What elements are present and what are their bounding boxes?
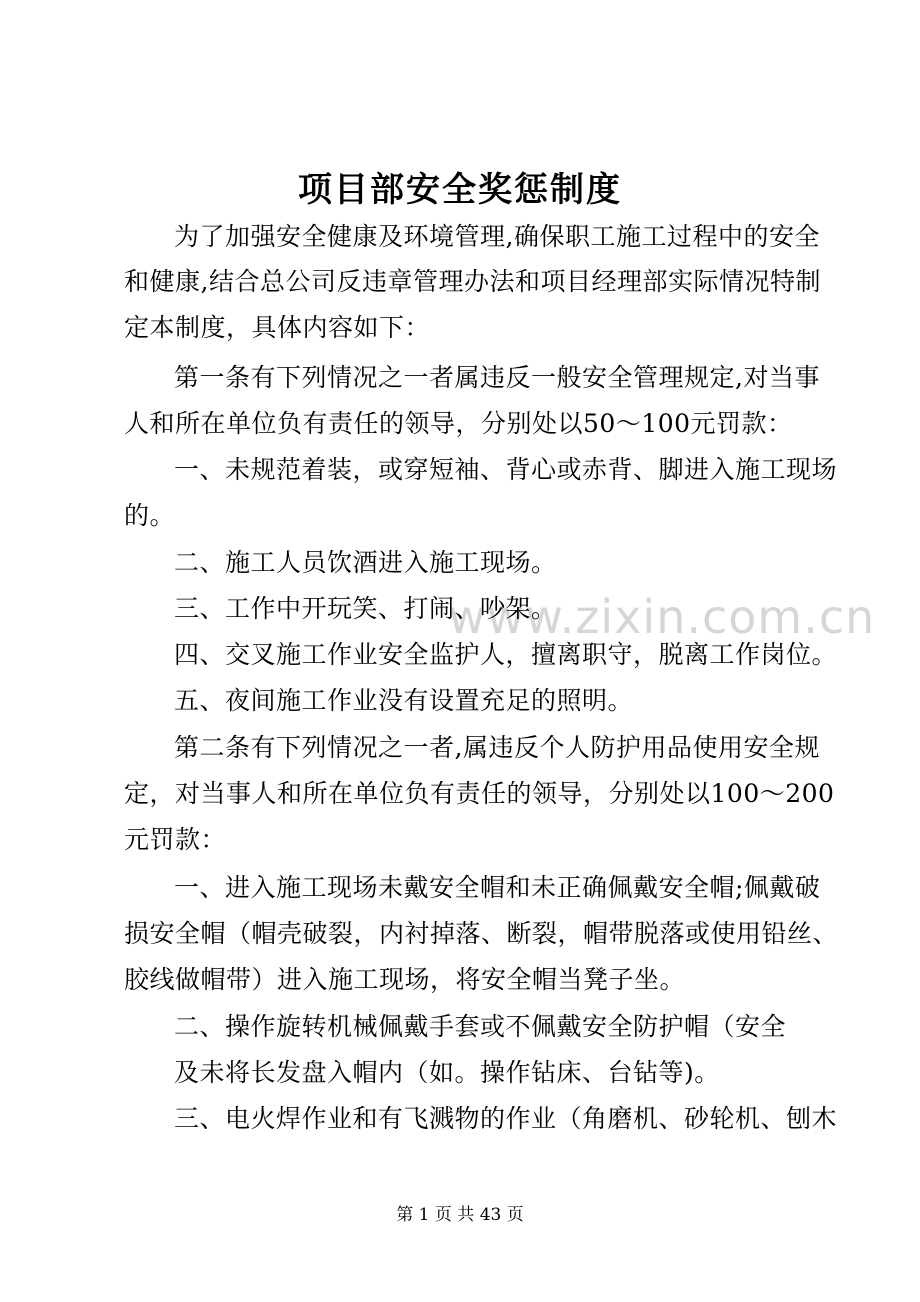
paragraph-line: 定本制度，具体内容如下： (124, 313, 431, 342)
paragraph-line: 二、施工人员饮酒进入施工现场。 (174, 548, 557, 577)
paragraph-line: 及未将长发盘入帽内（如。操作钻床、台钻等)。 (174, 1058, 720, 1087)
paragraph-line: 为了加强安全健康及环境管理,确保职工施工过程中的安全 (174, 222, 820, 251)
paragraph-line: 五、夜间施工作业没有设置充足的照明。 (174, 686, 634, 715)
watermark: www.zixin.com.cn (448, 590, 876, 644)
paragraph-line: 一、进入施工现场未戴安全帽和未正确佩戴安全帽;佩戴破 (174, 873, 821, 902)
paragraph-line: 损安全帽（帽壳破裂，内衬掉落、断裂，帽带脱落或使用铅丝、 (124, 919, 839, 948)
paragraph-line: 胶线做帽带）进入施工现场，将安全帽当凳子坐。 (124, 965, 686, 994)
paragraph-line: 的。 (124, 501, 176, 530)
document-title: 项目部安全奖惩制度 (298, 170, 622, 210)
paragraph-line: 三、电火焊作业和有飞溅物的作业（角磨机、砂轮机、刨木 (174, 1104, 838, 1133)
paragraph-line: 元罚款： (124, 825, 227, 854)
page-footer: 第 1 页 共 43 页 (396, 1205, 524, 1225)
paragraph-line: 和健康,结合总公司反违章管理办法和项目经理部实际情况特制 (124, 267, 821, 296)
paragraph-line: 第二条有下列情况之一者,属违反个人防护用品使用安全规 (174, 733, 820, 762)
paragraph-line: 三、工作中开玩笑、打闹、吵架。 (174, 594, 557, 623)
paragraph-line: 二、操作旋转机械佩戴手套或不佩戴安全防护帽（安全 (174, 1012, 787, 1041)
paragraph-line: 一、未规范着装，或穿短袖、背心或赤背、脚进入施工现场 (174, 455, 838, 484)
paragraph-line: 定，对当事人和所在单位负有责任的领导，分别处以100～200 (124, 779, 835, 808)
paragraph-line: 人和所在单位负有责任的领导，分别处以50～100元罚款： (124, 409, 793, 438)
paragraph-line: 第一条有下列情况之一者属违反一般安全管理规定,对当事 (174, 363, 820, 392)
paragraph-line: 四、交叉施工作业安全监护人，擅离职守，脱离工作岗位。 (174, 640, 838, 669)
